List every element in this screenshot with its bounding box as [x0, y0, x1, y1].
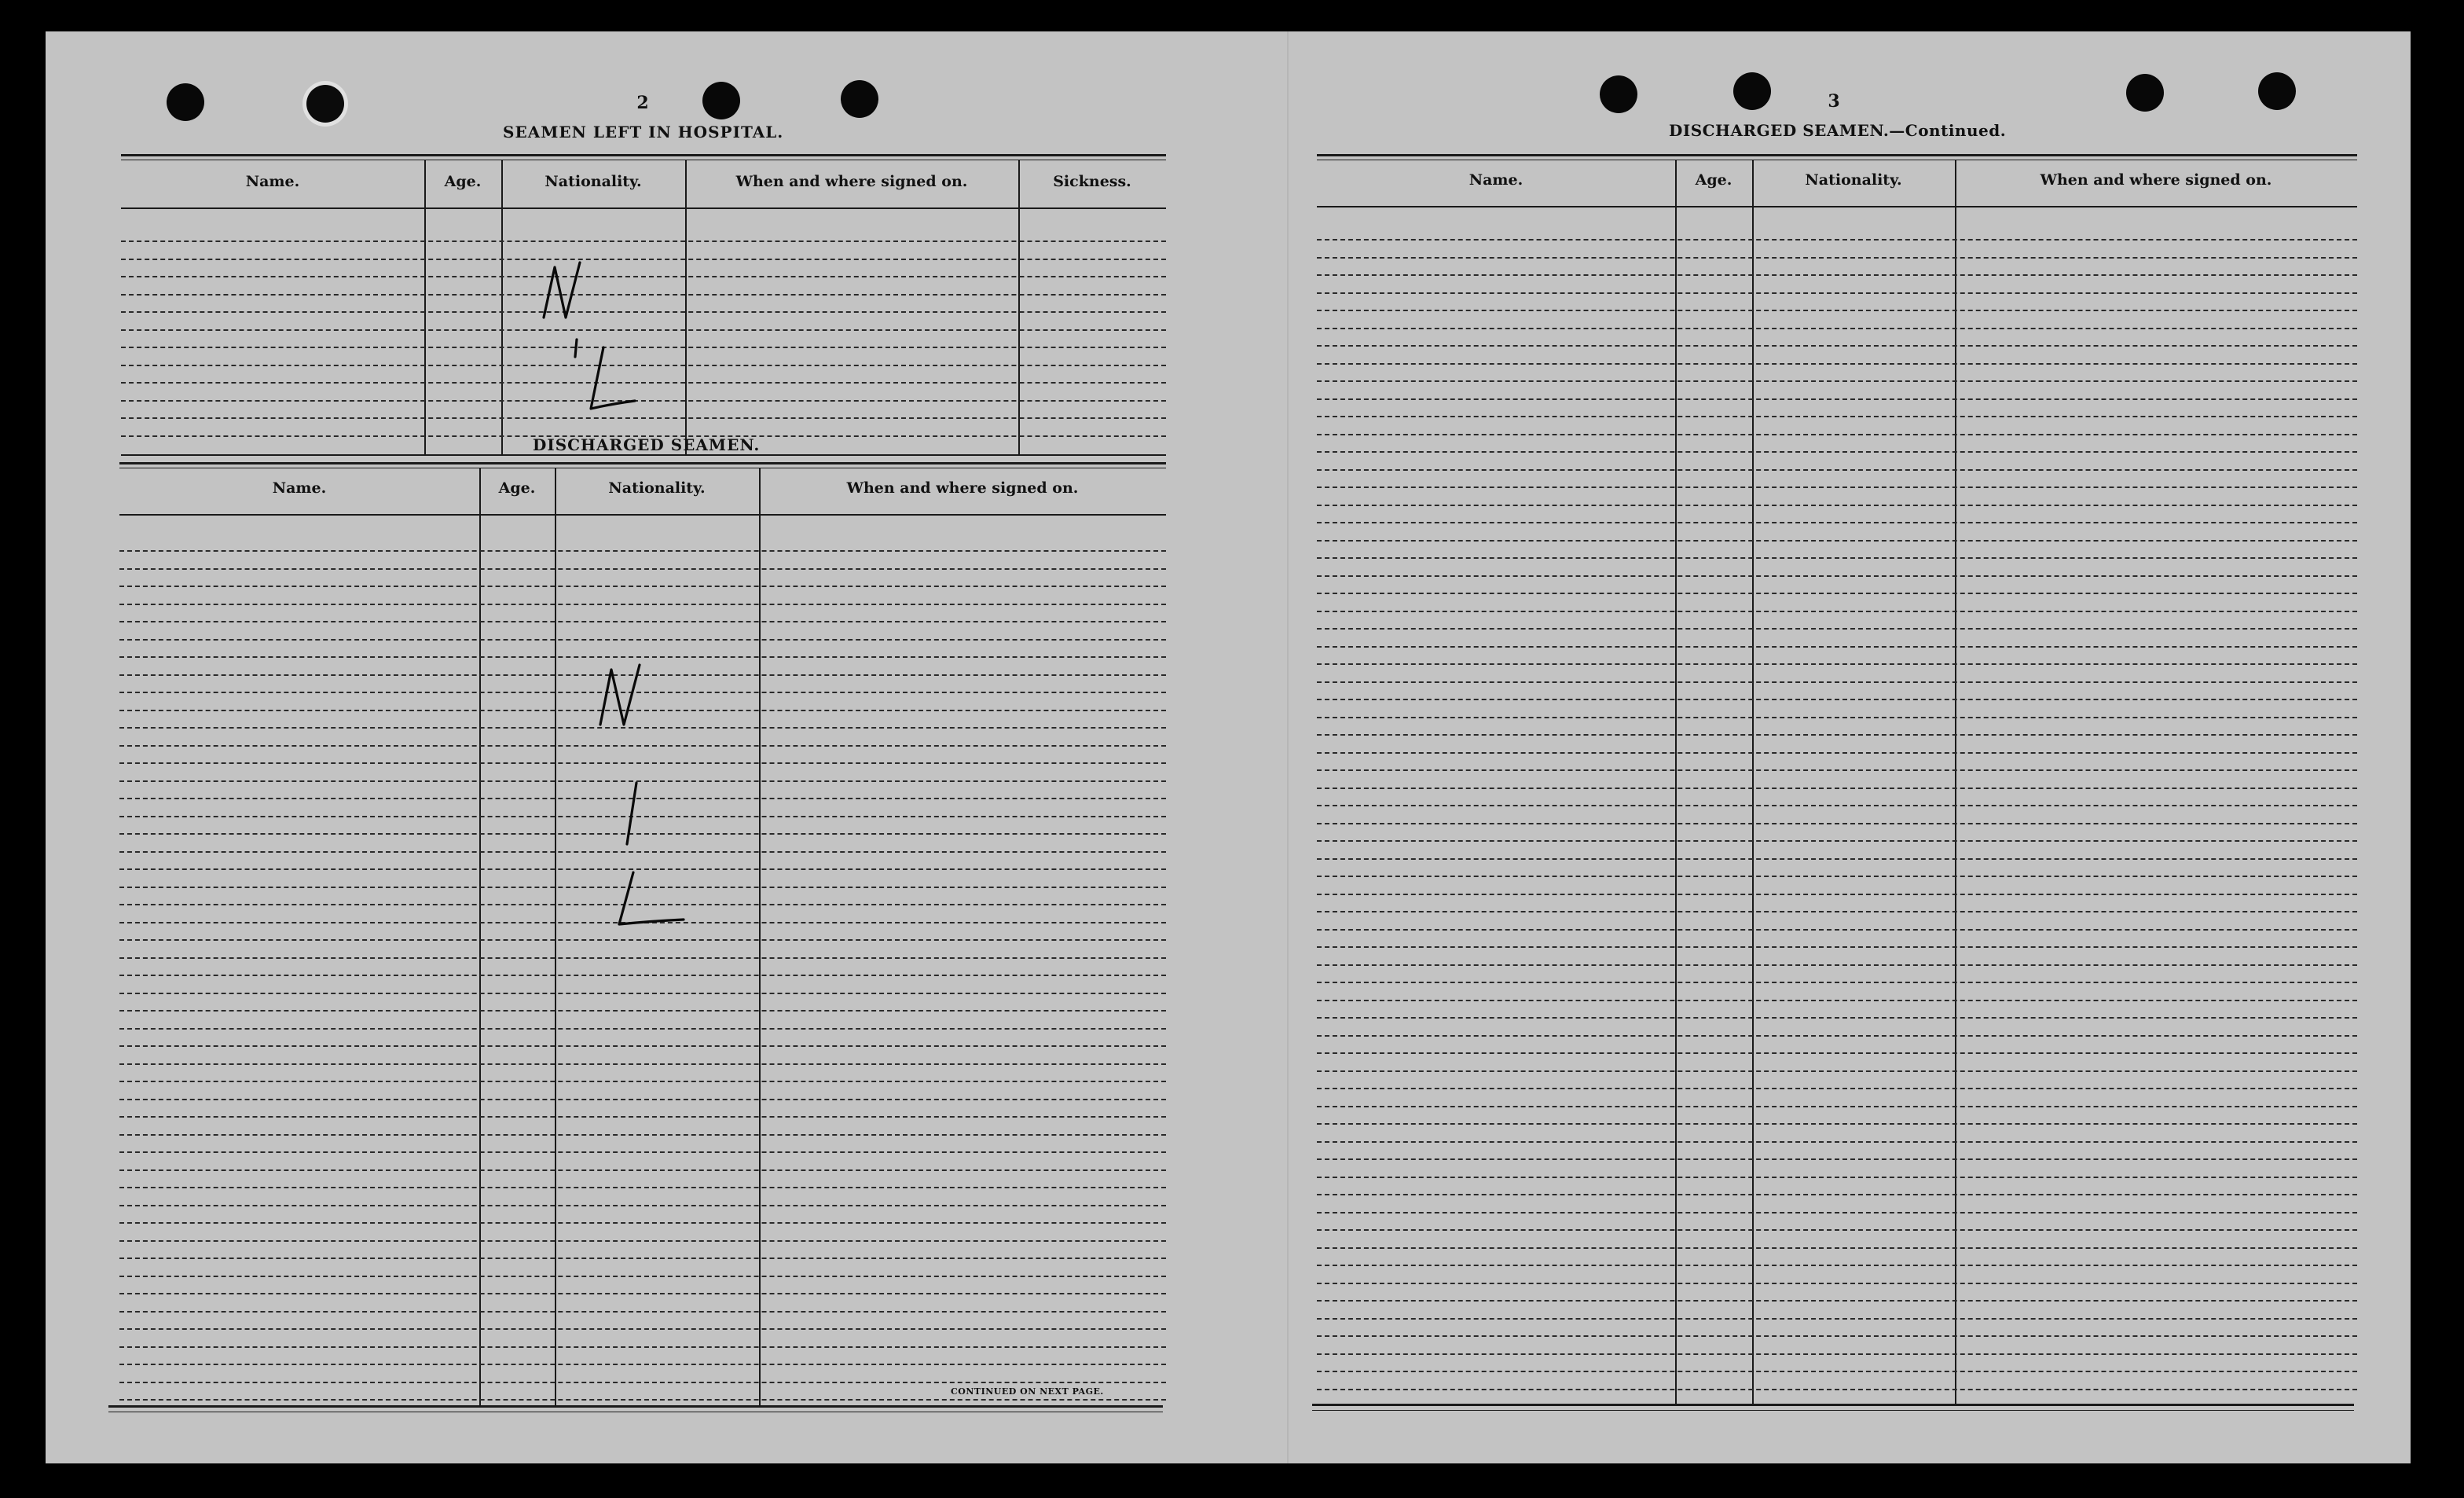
- ruled-row-line: [121, 276, 1166, 277]
- ruled-row-line: [119, 1399, 1166, 1401]
- right-col-nationality: Nationality.: [1805, 171, 1902, 189]
- ruled-row-line: [1317, 469, 2357, 471]
- ruled-row-line: [119, 1028, 1166, 1030]
- ruled-row-line: [1317, 840, 2357, 842]
- ruled-row-line: [1317, 274, 2357, 276]
- ruled-row-line: [1317, 486, 2357, 488]
- ruled-row-line: [1317, 1300, 2357, 1302]
- punch-hole: [2258, 72, 2296, 110]
- ruled-row-line: [1317, 1353, 2357, 1355]
- ruled-row-line: [1317, 1123, 2357, 1125]
- ruled-row-line: [1317, 310, 2357, 311]
- ruled-row-line: [1317, 292, 2357, 294]
- ruled-row-line: [1317, 964, 2357, 966]
- ruled-row-line: [1317, 911, 2357, 912]
- ruled-row-line: [1317, 1212, 2357, 1213]
- continued-section-title: DISCHARGED SEAMEN.—Continued.: [1669, 121, 2007, 140]
- punch-hole: [1733, 72, 1771, 110]
- ruled-row-line: [121, 365, 1166, 366]
- discharged-col-signed-on: When and where signed on.: [846, 479, 1079, 497]
- ruled-row-line: [119, 1311, 1166, 1313]
- discharged-col-age: Age.: [498, 479, 536, 497]
- ruled-row-line: [1317, 1052, 2357, 1054]
- ruled-row-line: [1317, 769, 2357, 771]
- ruled-row-line: [1317, 929, 2357, 931]
- handwritten-nil-hospital: [533, 223, 643, 420]
- discharged-bottom-rule: [108, 1405, 1163, 1408]
- ruled-row-line: [119, 1099, 1166, 1100]
- hospital-col-divider: [501, 160, 503, 454]
- ruled-row-line: [119, 1328, 1166, 1330]
- discharged-col-divider: [555, 468, 556, 1405]
- punch-hole: [841, 80, 878, 118]
- right-col-name: Name.: [1468, 171, 1524, 189]
- ruled-row-line: [1317, 451, 2357, 453]
- ruled-row-line: [1317, 328, 2357, 329]
- ruled-row-line: [119, 1205, 1166, 1206]
- ruled-row-line: [119, 1382, 1166, 1383]
- manifest-sheet: [46, 31, 2411, 1463]
- ruled-row-line: [1317, 1265, 2357, 1266]
- hospital-col-divider: [1018, 160, 1020, 454]
- right-bottom-rule-thin: [1312, 1410, 2354, 1411]
- ruled-row-line: [1317, 699, 2357, 700]
- right-bottom-rule: [1312, 1404, 2354, 1406]
- punch-hole: [2126, 74, 2164, 112]
- hospital-col-name: Name.: [245, 173, 300, 190]
- ruled-row-line: [1317, 1229, 2357, 1231]
- hospital-col-nationality: Nationality.: [544, 173, 642, 190]
- ruled-row-line: [119, 1222, 1166, 1224]
- page-number-right: 3: [1828, 91, 1840, 112]
- ruled-row-line: [121, 259, 1166, 260]
- discharged-col-nationality: Nationality.: [608, 479, 706, 497]
- ruled-row-line: [1317, 575, 2357, 577]
- ruled-row-line: [119, 1116, 1166, 1118]
- punch-hole: [1600, 75, 1637, 113]
- ruled-row-line: [1317, 628, 2357, 630]
- ruled-row-line: [119, 1258, 1166, 1259]
- ruled-row-line: [119, 1169, 1166, 1171]
- right-col-divider: [1955, 160, 1956, 1404]
- ruled-row-line: [119, 1364, 1166, 1365]
- hospital-header-rule: [121, 207, 1166, 209]
- hospital-col-age: Age.: [444, 173, 482, 190]
- ruled-row-line: [1317, 1371, 2357, 1372]
- ruled-row-line: [119, 604, 1166, 605]
- ruled-row-line: [1317, 398, 2357, 400]
- ruled-row-line: [1317, 611, 2357, 612]
- continued-note: CONTINUED ON NEXT PAGE.: [951, 1386, 1104, 1397]
- ruled-row-line: [1317, 805, 2357, 806]
- punch-hole: [167, 83, 204, 121]
- ruled-row-line: [1317, 1177, 2357, 1178]
- ruled-row-line: [1317, 1194, 2357, 1195]
- ruled-row-line: [1317, 416, 2357, 417]
- right-col-age: Age.: [1695, 171, 1732, 189]
- ruled-row-line: [1317, 593, 2357, 594]
- ruled-row-line: [1317, 1318, 2357, 1320]
- ruled-row-line: [1317, 858, 2357, 860]
- hospital-col-signed-on: When and where signed on.: [735, 173, 968, 190]
- punch-hole: [702, 82, 740, 119]
- ruled-row-line: [121, 400, 1166, 402]
- ruled-row-line: [1317, 1335, 2357, 1337]
- hospital-col-sickness: Sickness.: [1053, 173, 1131, 190]
- ruled-row-line: [1317, 1088, 2357, 1089]
- hospital-bottom-rule: [121, 454, 1166, 456]
- ruled-row-line: [1317, 1283, 2357, 1284]
- ruled-row-line: [1317, 557, 2357, 559]
- ruled-row-line: [1317, 363, 2357, 365]
- ruled-row-line: [1317, 734, 2357, 736]
- discharged-section-title: DISCHARGED SEAMEN.: [533, 435, 761, 454]
- discharged-col-name: Name.: [272, 479, 327, 497]
- ruled-row-line: [1317, 1141, 2357, 1143]
- ruled-row-line: [1317, 239, 2357, 240]
- hospital-col-divider: [424, 160, 426, 454]
- ruled-row-line: [1317, 1017, 2357, 1019]
- ruled-row-line: [121, 382, 1166, 384]
- ruled-row-line: [1317, 505, 2357, 506]
- discharged-col-divider: [759, 468, 761, 1405]
- ruled-row-line: [1317, 1070, 2357, 1072]
- ruled-row-line: [121, 311, 1166, 313]
- ruled-row-line: [1317, 1389, 2357, 1390]
- hospital-col-divider: [685, 160, 687, 454]
- discharged-col-divider: [479, 468, 481, 1405]
- ruled-row-line: [121, 240, 1166, 242]
- ruled-row-line: [1317, 681, 2357, 683]
- right-top-rule: [1317, 154, 2357, 156]
- ruled-row-line: [1317, 1158, 2357, 1160]
- discharged-header-rule: [119, 514, 1166, 516]
- right-col-divider: [1675, 160, 1677, 1404]
- ruled-row-line: [119, 1276, 1166, 1277]
- ruled-row-line: [119, 621, 1166, 622]
- ruled-row-line: [1317, 823, 2357, 824]
- ruled-row-line: [119, 1045, 1166, 1047]
- ruled-row-line: [1317, 257, 2357, 259]
- ruled-row-line: [119, 550, 1166, 552]
- hospital-top-rule: [121, 154, 1166, 156]
- ruled-row-line: [1317, 894, 2357, 895]
- ruled-row-line: [1317, 663, 2357, 665]
- ruled-row-line: [119, 993, 1166, 994]
- ruled-row-line: [1317, 522, 2357, 523]
- ruled-row-line: [1317, 1035, 2357, 1037]
- hospital-section-title: SEAMEN LEFT IN HOSPITAL.: [503, 123, 784, 141]
- ruled-row-line: [121, 347, 1166, 348]
- ruled-row-line: [1317, 646, 2357, 648]
- punch-hole: [306, 85, 344, 123]
- ruled-row-line: [119, 568, 1166, 570]
- ruled-row-line: [119, 586, 1166, 587]
- ruled-row-line: [119, 957, 1166, 959]
- ruled-row-line: [1317, 717, 2357, 718]
- ruled-row-line: [119, 1346, 1166, 1348]
- ruled-row-line: [121, 417, 1166, 419]
- ruled-row-line: [119, 1187, 1166, 1188]
- right-col-divider: [1752, 160, 1754, 1404]
- ruled-row-line: [1317, 1106, 2357, 1107]
- discharged-top-rule: [119, 462, 1166, 464]
- ruled-row-line: [119, 1010, 1166, 1012]
- handwritten-nil-discharged: [588, 637, 737, 951]
- ruled-row-line: [1317, 1247, 2357, 1249]
- ruled-row-line: [119, 1063, 1166, 1065]
- ruled-row-line: [1317, 380, 2357, 382]
- right-header-rule: [1317, 206, 2357, 207]
- page-fold: [1287, 31, 1289, 1463]
- right-col-signed-on: When and where signed on.: [2040, 171, 2272, 189]
- ruled-row-line: [1317, 788, 2357, 789]
- ruled-row-line: [121, 294, 1166, 296]
- ruled-row-line: [119, 1081, 1166, 1082]
- ruled-row-line: [119, 1134, 1166, 1136]
- ruled-row-line: [119, 1293, 1166, 1294]
- ruled-row-line: [121, 329, 1166, 331]
- ruled-row-line: [1317, 1000, 2357, 1001]
- ruled-row-line: [119, 1240, 1166, 1242]
- ruled-row-line: [119, 1151, 1166, 1153]
- ruled-row-line: [1317, 540, 2357, 542]
- ruled-row-line: [1317, 752, 2357, 754]
- ruled-row-line: [1317, 345, 2357, 347]
- ruled-row-line: [119, 975, 1166, 976]
- ruled-row-line: [1317, 982, 2357, 983]
- ruled-row-line: [1317, 946, 2357, 948]
- ruled-row-line: [1317, 434, 2357, 435]
- ruled-row-line: [1317, 876, 2357, 877]
- page-number-left: 2: [636, 93, 649, 113]
